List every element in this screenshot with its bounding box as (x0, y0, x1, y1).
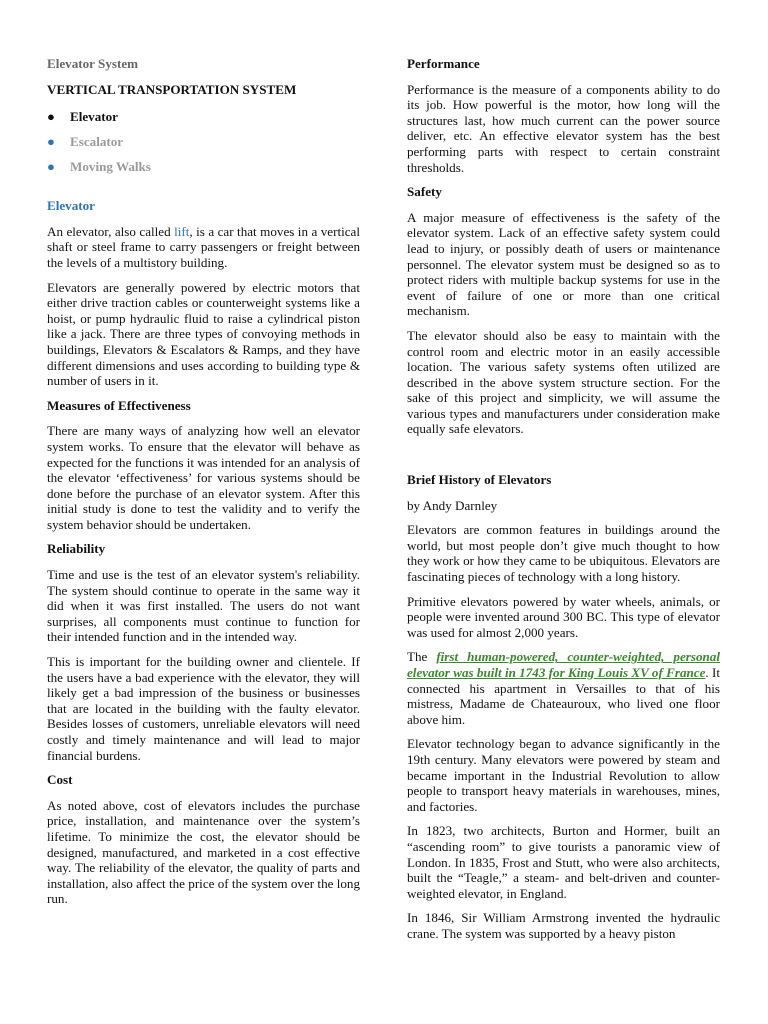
right-column (407, 56, 720, 951)
section-heading-reliability: Reliability (47, 541, 106, 557)
effectiveness-paragraph: There are many ways of analyzing how well an elevator system works. To ensure that the elevator will behave as expected for the functions it was intended for an analysis of the elevator ‘effectiveness’ for various systems should be done before the purchase of an elevator system. After this initial study is done to test the validity and to verify the system behavior should be undertaken. (47, 423, 360, 532)
paragraph-text: An elevator, also called (47, 223, 175, 239)
left-column (47, 56, 360, 916)
bullet-icon: ● (47, 134, 55, 150)
section-heading-performance: Performance (407, 56, 480, 71)
history-paragraph-1: Elevators are common features in buildings around the world, but most people don’t give much thought to how they work or how they came to be ubiquitous. Elevators are fascinating pieces of technology with a long history. (407, 522, 720, 585)
list-item-elevator (47, 109, 360, 134)
section-heading-safety: Safety (407, 184, 442, 200)
reliability-paragraph-1: Time and use is the test of an elevator system's reliability. The system should continue to operate in the same way it did when it was first installed. The users do not want surprises, all components must continue to function for their intended function and in the intended way. (47, 567, 360, 645)
safety-paragraph-2: The elevator should also be easy to maintain with the control room and electric motor in an easily accessible location. The various safety systems often utilized are described in the above system structure section. For the sake of this project and simplicity, we will assume the various types and manufacturers under consideration make equally safe elevators. (407, 327, 720, 437)
paragraph-text: The (407, 649, 437, 665)
section-heading-history: Brief History of Elevators (407, 472, 552, 488)
section-heading-cost: Cost (47, 772, 73, 788)
history-paragraph-2: Primitive elevators powered by water wheels, animals, or people were invented around 300 BC. This type of elevator was used for almost 2,000 years. (407, 593, 720, 640)
history-paragraph-6: In 1846, Sir William Armstrong invented the hydraulic crane. The system was supported by a heavy piston (407, 910, 720, 941)
reliability-paragraph-2: This is important for the building owner and clientele. If the users have a bad experience with the elevator, they will likely get a bad impression of the business or businesses that are located in the building with the faulty elevator. Besides losses of customers, unreliable elevators will need costly and timely maintenance and will lead to major financial burdens. (47, 654, 360, 763)
elevator-paragraph-1 (47, 224, 360, 271)
history-paragraph-4: Elevator technology began to advance significantly in the 19th century. Many elevators were powered by steam and became important in the Industrial Revolution to allow people to transport heavy materials in warehouses, mines, and factories. (407, 736, 720, 814)
byline: by Andy Darnley (407, 497, 498, 513)
section-heading-effectiveness: Measures of Effectiveness (47, 397, 191, 413)
lift-link[interactable]: lift (174, 223, 190, 239)
history-paragraph-3 (407, 649, 720, 727)
document-kicker: Elevator System (47, 56, 139, 71)
history-paragraph-5: In 1823, two architects, Burton and Hormer, built an “ascending room” to give tourists a panoramic view of London. In 1835, Frost and Stutt, who were also architects, built the “Teagle,” a steam- and belt-driven and counter-weighted elevator, in England. (407, 823, 720, 901)
elevator-paragraph-2: Elevators are generally powered by electric motors that either drive traction cables or counterweight systems like a hoist, or pump hydraulic fluid to raise a cylindrical piston like a jack. There are three types of convoying methods in buildings, Elevators & Escalators & Ramps, and they have different dimensions and uses according to building type & number of users in it. (47, 279, 360, 389)
list-item-label: Elevator (70, 109, 118, 125)
list-item-moving-walks (47, 159, 360, 184)
bullet-icon: ● (47, 159, 55, 175)
cost-paragraph: As noted above, cost of elevators includes the purchase price, installation, and maintenance over the system’s lifetime. To minimize the cost, the elevator should be designed, manufactured, and marketed in a cost effective way. The reliability of the elevator, the quality of parts and installation, also affect the price of the system over the long run. (47, 797, 360, 907)
bullet-icon: ● (47, 109, 55, 125)
main-title: VERTICAL TRANSPORTATION SYSTEM (47, 81, 297, 97)
list-item-escalator (47, 134, 360, 159)
safety-paragraph-1: A major measure of effectiveness is the safety of the elevator system. Lack of an effective safety system could lead to injury, or possibly death of users or maintenance personnel. The elevator system must be designed so as to protect riders with multiple backup systems for use in the event of failure of one or more than one critical mechanism. (407, 209, 720, 319)
transport-types-list (47, 109, 360, 184)
spacer (407, 446, 720, 472)
list-item-label: Moving Walks (70, 159, 151, 175)
list-item-label: Escalator (70, 134, 124, 150)
paragraph-text: , is a car that moves in a vertical shaft or steel frame to carry passengers or freight between the levels of a multistory building. (47, 223, 360, 270)
section-heading-elevator: Elevator (47, 198, 95, 214)
versailles-elevator-link[interactable]: first human-powered, counter-weighted, personal elevator was built in 1743 for King Louis XV of France (407, 649, 720, 680)
paragraph-text: . It connected his apartment in Versailles to that of his mistress, Madame de Chateauroux, who lived one floor above him. (407, 665, 721, 727)
performance-paragraph: Performance is the measure of a components ability to do its job. How powerful is the motor, how long will the structures last, how much current can the power source deliver, etc. An effective elevator system has the best performing parts with respect to certain constraint thresholds. (407, 81, 720, 175)
